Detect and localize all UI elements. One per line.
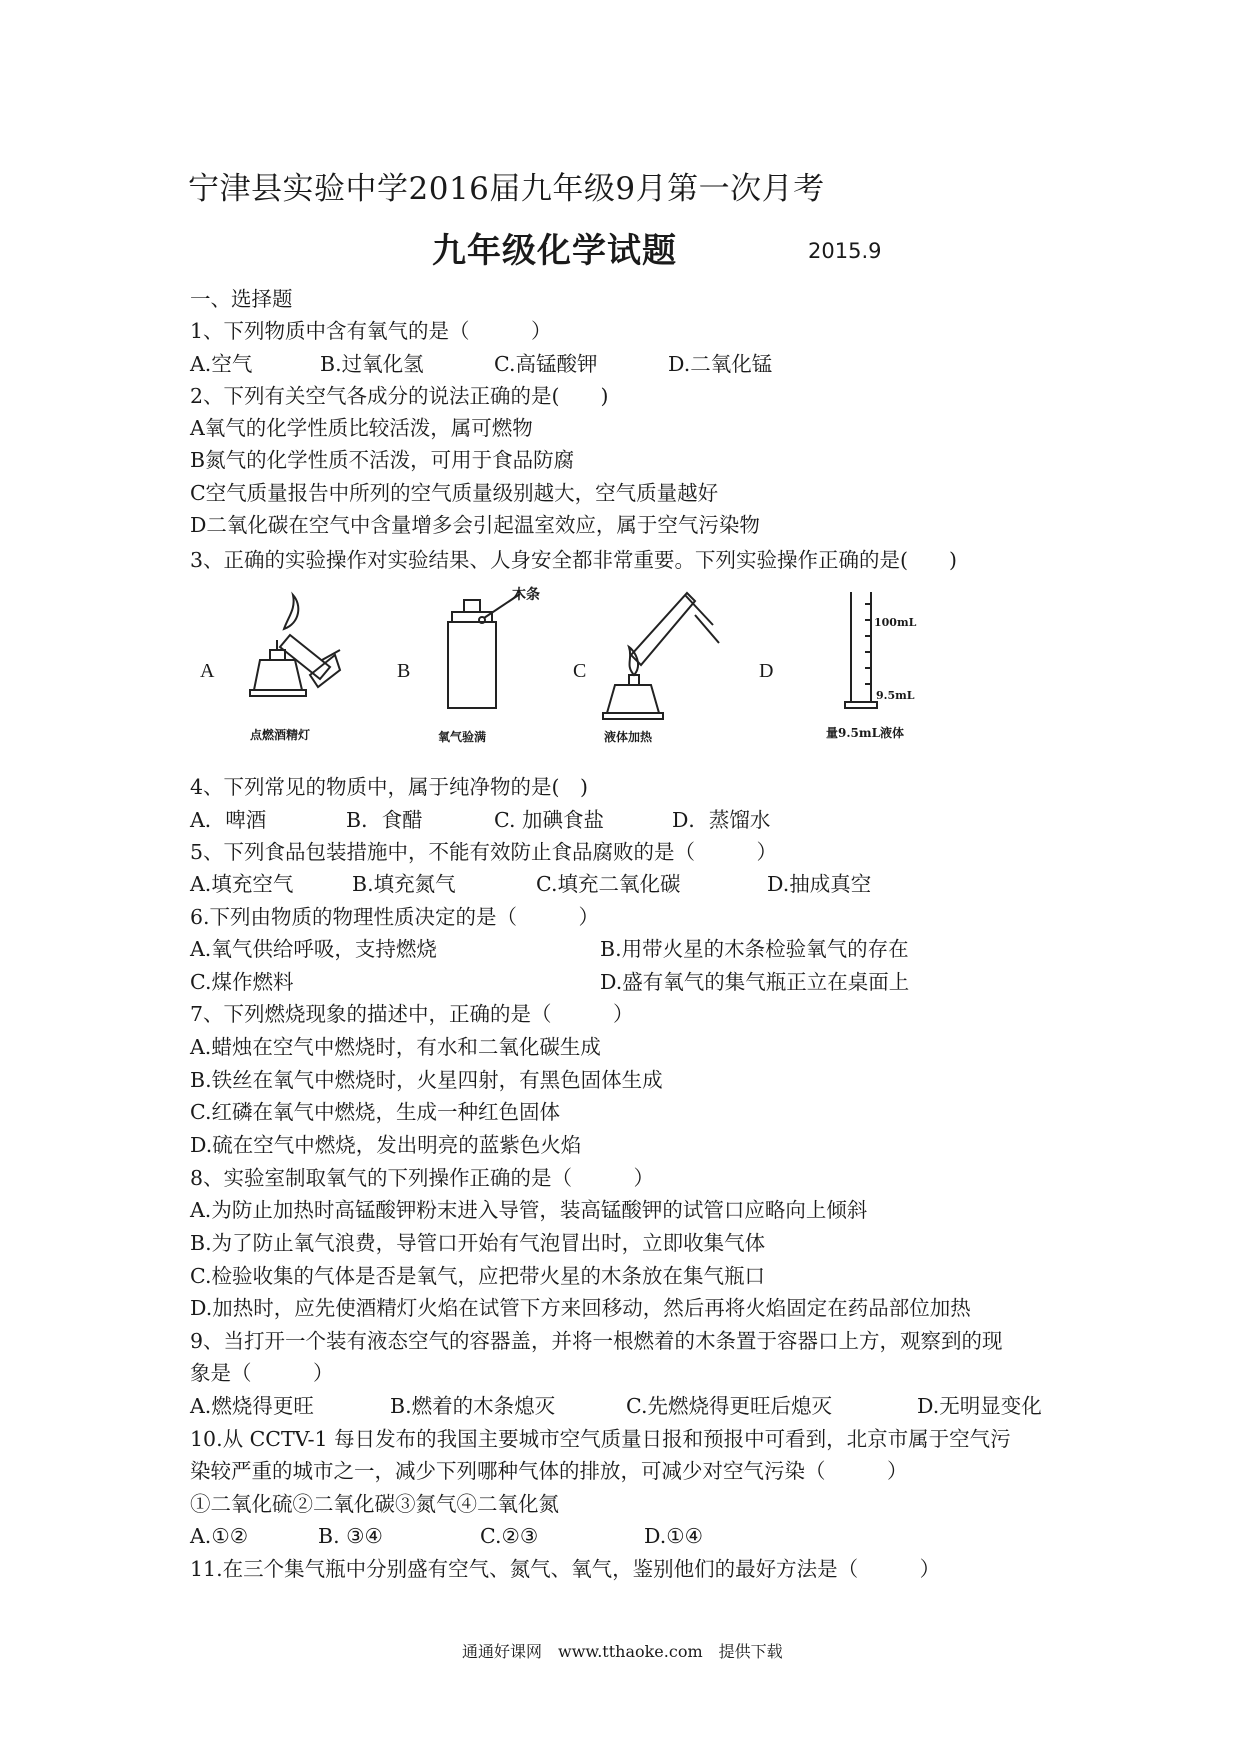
question-7-stem: 7、下列燃烧现象的描述中，正确的是（ ） [190,1002,634,1026]
question-8-option-b: B.为了防止氧气浪费，导管口开始有气泡冒出时，立即收集气体 [190,1231,766,1255]
figure-caption-c: 液体加热 [604,730,653,744]
question-4-option-d: D．蒸馏水 [672,808,771,832]
question-8-option-c: C.检验收集的气体是否是氧气，应把带火星的木条放在集气瓶口 [190,1264,765,1288]
question-8-option-d: D.加热时，应先使酒精灯火焰在试管下方来回移动，然后再将火焰固定在药品部位加热 [190,1296,971,1320]
question-1-option-a: A.空气 [190,352,253,376]
question-10-gas-list: ①二氧化硫②二氧化碳③氮气④二氧化氮 [190,1492,559,1516]
page-footer: 通通好课网 www.tthaoke.com 提供下载 [462,1642,783,1661]
question-5-option-c: C.填充二氧化碳 [536,872,681,896]
question-10-option-a: A.①② [190,1524,249,1548]
question-5-option-b: B.填充氮气 [352,872,456,896]
question-9-stem-continued: 象是（ ） [190,1361,334,1385]
question-6-option-b: B.用带火星的木条检验氧气的存在 [600,937,909,961]
figure-letter-c: C [573,660,587,682]
question-1-option-c: C.高锰酸钾 [494,352,598,376]
alcohol-lamp-lighting-icon [240,595,350,715]
question-10-option-d: D.①④ [644,1524,703,1548]
exam-date: 2015.9 [808,239,882,263]
question-7-option-c: C.红磷在氧气中燃烧，生成一种红色固体 [190,1100,560,1124]
question-4-option-b: B．食醋 [346,808,423,832]
question-8-option-a: A.为防止加热时高锰酸钾粉末进入导管，装高锰酸钾的试管口应略向上倾斜 [190,1198,868,1222]
question-3-stem: 3、正确的实验操作对实验结果、人身安全都非常重要。下列实验操作正确的是( ) [190,548,958,572]
cylinder-mark-label: 9.5mL [876,689,915,702]
figure-caption-a: 点燃酒精灯 [250,728,311,742]
question-10-option-b: B. ③④ [318,1524,383,1548]
question-10-stem-continued: 染较严重的城市之一，减少下列哪种气体的排放，可减少对空气污染（ ） [190,1459,908,1483]
question-10-stem: 10.从 CCTV-1 每日发布的我国主要城市空气质量日报和预报中可看到，北京市属于空气污 [190,1427,1011,1451]
question-8-stem: 8、实验室制取氧气的下列操作正确的是（ ） [190,1166,655,1190]
question-7-option-a: A.蜡烛在空气中燃烧时，有水和二氧化碳生成 [190,1035,601,1059]
question-5-option-d: D.抽成真空 [767,872,872,896]
question-2-option-a: A氧气的化学性质比较活泼，属可燃物 [190,416,533,440]
section-heading: 一、选择题 [190,287,293,311]
figure-letter-d: D [759,660,774,682]
figure-letter-a: A [200,660,215,682]
question-6-stem: 6.下列由物质的物理性质决定的是（ ） [190,905,600,929]
question-5-stem: 5、下列食品包装措施中，不能有效防止食品腐败的是（ ） [190,840,778,864]
question-1-option-d: D.二氧化锰 [668,352,773,376]
wood-strip-label: 木条 [512,587,540,603]
question-6-option-d: D.盛有氧气的集气瓶正立在桌面上 [600,970,910,994]
question-9-option-b: B.燃着的木条熄灭 [390,1394,556,1418]
question-4-option-a: A．啤酒 [190,808,267,832]
question-6-option-a: A.氧气供给呼吸，支持燃烧 [190,937,437,961]
question-4-stem: 4、下列常见的物质中，属于纯净物的是( ) [190,775,589,799]
school-title: 宁津县实验中学2016届九年级9月第一次月考 [188,171,825,207]
question-1-option-b: B.过氧化氢 [320,352,424,376]
subject-title: 九年级化学试题 [432,231,677,271]
question-11-stem: 11.在三个集气瓶中分别盛有空气、氮气、氧气，鉴别他们的最好方法是（ ） [190,1557,941,1581]
question-10-option-c: C.②③ [480,1524,539,1548]
question-7-option-d: D.硫在空气中燃烧，发出明亮的蓝紫色火焰 [190,1133,582,1157]
gas-bottle-test-icon [440,588,560,718]
question-1-stem: 1、下列物质中含有氧气的是（ ） [190,319,552,343]
cylinder-volume-label: 100mL [874,616,917,629]
question-5-option-a: A.填充空气 [190,872,294,896]
question-9-option-a: A.燃烧得更旺 [190,1394,314,1418]
figure-caption-d: 量9.5mL液体 [826,726,905,740]
question-9-option-d: D.无明显变化 [917,1394,1042,1418]
figure-letter-b: B [397,660,411,682]
question-2-option-b: B氮气的化学性质不活泼，可用于食品防腐 [190,448,575,472]
question-4-option-c: C. 加碘食盐 [494,808,604,832]
question-2-stem: 2、下列有关空气各成分的说法正确的是( ) [190,384,609,408]
question-2-option-d: D二氧化碳在空气中含量增多会引起温室效应，属于空气污染物 [190,513,760,537]
question-9-option-c: C.先燃烧得更旺后熄灭 [626,1394,832,1418]
question-9-stem: 9、当打开一个装有液态空气的容器盖，并将一根燃着的木条置于容器口上方，观察到的现 [190,1329,1003,1353]
question-6-option-c: C.煤作燃料 [190,970,294,994]
liquid-heating-icon [595,585,735,725]
figure-caption-b: 氧气验满 [438,730,487,744]
question-2-option-c: C空气质量报告中所列的空气质量级别越大，空气质量越好 [190,481,719,505]
question-7-option-b: B.铁丝在氧气中燃烧时，火星四射，有黑色固体生成 [190,1068,663,1092]
